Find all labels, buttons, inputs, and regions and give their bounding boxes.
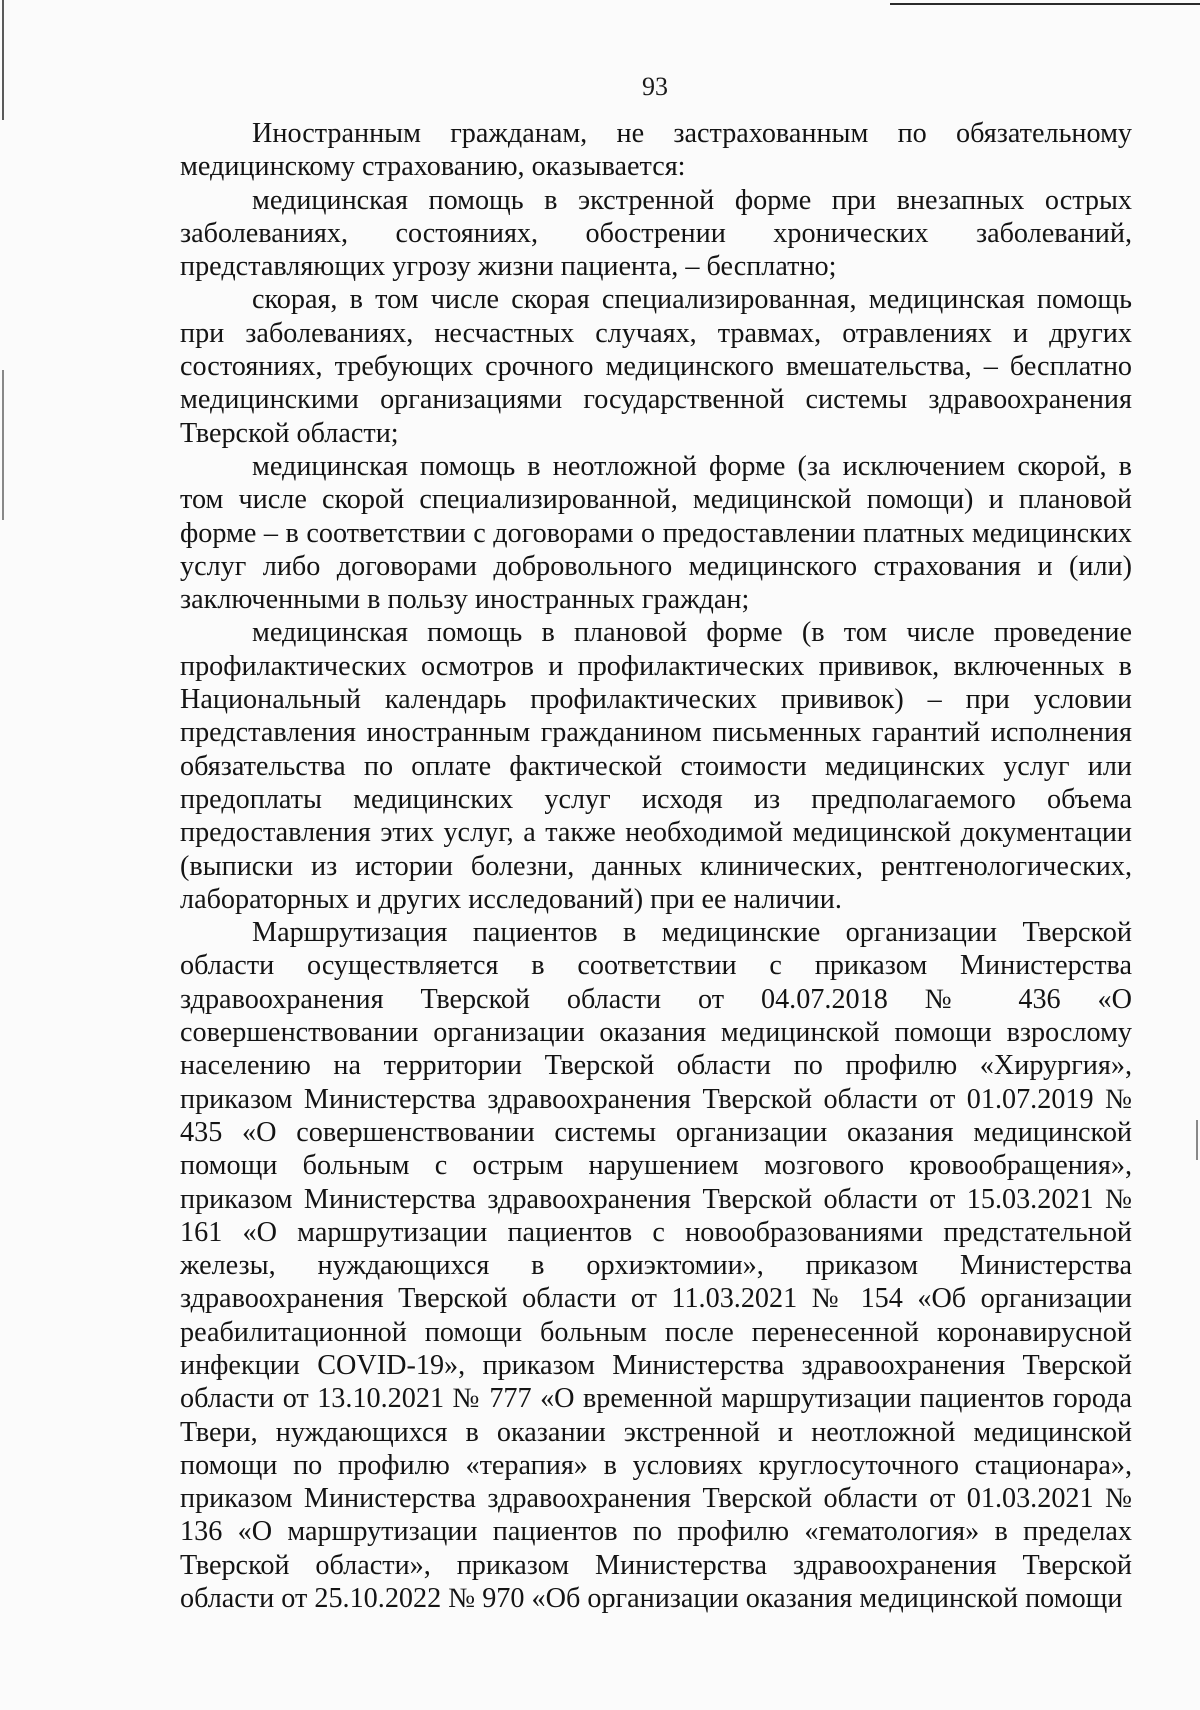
paragraph-patient-routing: Маршрутизация пациентов в медицинские организации Тверской области осуществляется в соответствии с приказом Министерства здравоохранения Тверской области от 04.07.2018 № 436 «О совершенствовании организации оказания медицинской помощи взрослому населению на территории Тверской области по профилю «Хирургия», приказом Министерства здравоохранения Тверской области от 01.07.2019 № 435 «О совершенствовании системы организации оказания медицинской помощи больным с острым нарушением мозгового кровообращения», приказом Министерства здравоохранения Тверской области от 15.03.2021 № 161 «О маршрутизации пациентов с новообразованиями предстательной железы, нуждающихся в орхиэктомии», приказом Министерства здравоохранения Тверской области от 11.03.2021 № 154 «Об организации реабилитационной помощи больным после перенесенной коронавирусной инфекции COVID-19», приказом Министерства здравоохранения Тверской области от 13.10.2021 № 777 «О временной маршрутизации пациентов города Твери, нуждающихся в оказании экстренной и неотложной медицинской помощи по профилю «терапия» в условиях круглосуточного стационара», приказом Министерства здравоохранения Тверской области от 01.03.2021 № 136 «О маршрутизации пациентов по профилю «гематология» в пределах Тверской области», приказом Министерства здравоохранения Тверской области от 25.10.2022 № 970 «Об организации оказания медицинской помощи — [180, 917, 1132, 1615]
scan-artifact-edge — [1196, 1120, 1198, 1160]
paragraph-planned-care: медицинская помощь в плановой форме (в том числе проведение профилактических осмотров и профилактических прививок, включенных в Национальный календарь профилактических прививок) – при условии представления иностранным гражданином письменных гарантий исполнения обязательства по оплате фактической стоимости медицинских услуг или предоплаты медицинских услуг исходя из предполагаемого объема предоставления этих услуг, а также необходимой медицинской документации (выписки из истории болезни, данных клинических, рентгенологических, лабораторных и других исследований) при ее наличии. — [180, 617, 1132, 915]
paragraph-foreign-citizens: Иностранным гражданам, не застрахованным по обязательному медицинскому страхованию, оказывается: — [180, 118, 1132, 183]
scan-artifact-edge — [2, 370, 4, 520]
scan-artifact-edge — [2, 0, 4, 120]
paragraph-urgent-care: медицинская помощь в неотложной форме (за исключением скорой, в том числе скорой специализированной, медицинской помощи) и плановой форме – в соответствии с договорами о предоставлении платных медицинских услуг либо договорами добровольного медицинского страхования и (или) заключенными в пользу иностранных граждан; — [180, 450, 1132, 616]
paragraph-ambulance-care: скорая, в том числе скорая специализированная, медицинская помощь при заболеваниях, несчастных случаях, травмах, отравлениях и других состояниях, требующих срочного медицинского вмешательства, – бесплатно медицинскими организациями государственной системы здравоохранения Тверской области; — [180, 284, 1132, 449]
paragraph-emergency-care: медицинская помощь в экстренной форме при внезапных острых заболеваниях, состояниях, обострении хронических заболеваний, представляющих угрозу жизни пациента, – бесплатно; — [180, 184, 1132, 283]
document-body — [180, 117, 1132, 1615]
scan-artifact-line — [890, 3, 1200, 5]
page-number: 93 — [642, 72, 668, 101]
